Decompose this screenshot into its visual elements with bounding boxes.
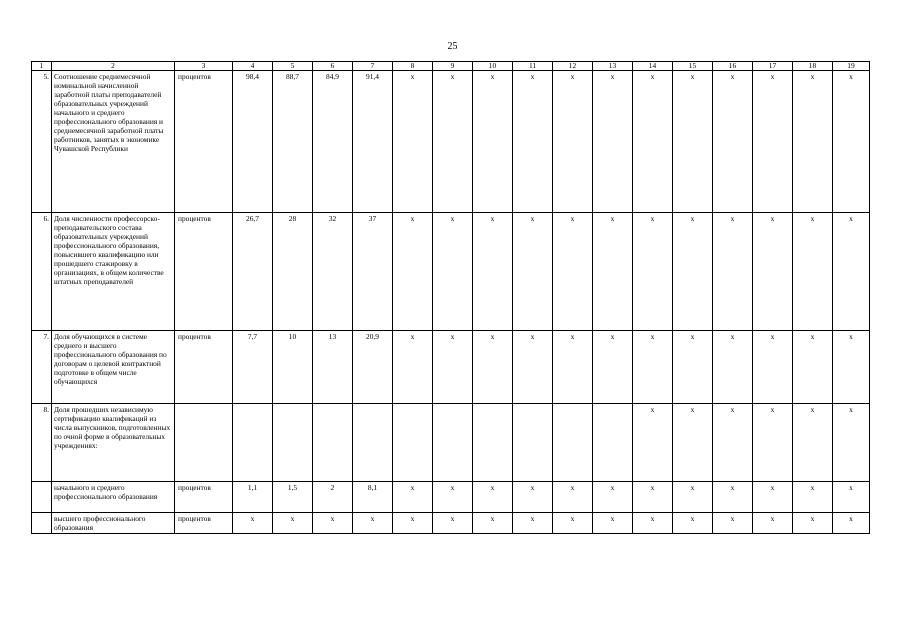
- value-cell: x: [433, 71, 473, 213]
- value-cell: x: [393, 213, 433, 331]
- indicator-name: высшего профессионального образования: [52, 513, 175, 534]
- value-cell: x: [593, 482, 633, 513]
- value-cell: 1,5: [273, 482, 313, 513]
- value-cell: x: [593, 331, 633, 404]
- indicator-name: начального и среднего профессионального образования: [52, 482, 175, 513]
- value-cell: x: [393, 71, 433, 213]
- value-cell: x: [633, 482, 673, 513]
- unit-of-measure: процентов: [175, 331, 233, 404]
- value-cell: x: [593, 513, 633, 534]
- unit-of-measure: процентов: [175, 513, 233, 534]
- value-cell: x: [513, 513, 553, 534]
- value-cell: x: [753, 331, 793, 404]
- value-cell: x: [753, 71, 793, 213]
- value-cell: x: [553, 71, 593, 213]
- indicators-table: [31, 61, 870, 534]
- value-cell: [233, 404, 273, 482]
- column-number-cell: 2: [52, 62, 175, 71]
- column-number-cell: 14: [633, 62, 673, 71]
- value-cell: x: [233, 513, 273, 534]
- value-cell: x: [673, 404, 713, 482]
- indicator-name: Доля численности профессорско-преподавательского состава образовательных учреждений профессионального образования, повысившего квалификацию или прошедшего стажировку в организациях, в общем количестве штатных преподавателей: [52, 213, 175, 331]
- value-cell: x: [633, 404, 673, 482]
- value-cell: 2: [313, 482, 353, 513]
- value-cell: x: [393, 513, 433, 534]
- value-cell: x: [473, 71, 513, 213]
- value-cell: x: [433, 331, 473, 404]
- value-cell: 91,4: [353, 71, 393, 213]
- value-cell: x: [793, 331, 833, 404]
- value-cell: x: [833, 213, 870, 331]
- indicator-name: Доля прошедших независимую сертификацию квалификаций из числа выпускников, подготовленных по очной форме в образовательных учреждениях:: [52, 404, 175, 482]
- table-row: [32, 482, 870, 513]
- value-cell: x: [433, 213, 473, 331]
- row-number: 6.: [32, 213, 52, 331]
- row-number: 5.: [32, 71, 52, 213]
- value-cell: [273, 404, 313, 482]
- value-cell: x: [273, 513, 313, 534]
- column-number-cell: 4: [233, 62, 273, 71]
- value-cell: x: [553, 482, 593, 513]
- value-cell: x: [793, 513, 833, 534]
- value-cell: x: [673, 71, 713, 213]
- column-number-cell: 19: [833, 62, 870, 71]
- value-cell: x: [713, 404, 753, 482]
- value-cell: 32: [313, 213, 353, 331]
- value-cell: x: [393, 331, 433, 404]
- value-cell: x: [753, 404, 793, 482]
- value-cell: x: [433, 513, 473, 534]
- value-cell: x: [673, 331, 713, 404]
- table-row: [32, 331, 870, 404]
- unit-of-measure: процентов: [175, 213, 233, 331]
- column-number-cell: 18: [793, 62, 833, 71]
- value-cell: [313, 404, 353, 482]
- value-cell: x: [753, 482, 793, 513]
- value-cell: x: [553, 513, 593, 534]
- value-cell: x: [593, 71, 633, 213]
- row-number: 7.: [32, 331, 52, 404]
- column-number-cell: 15: [673, 62, 713, 71]
- indicator-name: Соотношение среднемесячной номинальной начисленной заработной платы преподавателей образовательных учреждений начального и среднего профессионального образования и среднемесячной заработной платы работников, занятых в экономике Чувашской Республики: [52, 71, 175, 213]
- value-cell: x: [513, 71, 553, 213]
- value-cell: [473, 404, 513, 482]
- value-cell: [593, 404, 633, 482]
- page-number: 25: [447, 41, 458, 52]
- column-number-cell: 1: [32, 62, 52, 71]
- value-cell: 8,1: [353, 482, 393, 513]
- value-cell: x: [713, 331, 753, 404]
- column-number-cell: 11: [513, 62, 553, 71]
- value-cell: x: [713, 482, 753, 513]
- value-cell: x: [553, 213, 593, 331]
- value-cell: x: [473, 482, 513, 513]
- column-number-cell: 9: [433, 62, 473, 71]
- unit-of-measure: [175, 404, 233, 482]
- value-cell: x: [633, 331, 673, 404]
- value-cell: x: [633, 213, 673, 331]
- table-row: [32, 213, 870, 331]
- value-cell: x: [793, 213, 833, 331]
- value-cell: x: [753, 213, 793, 331]
- column-number-cell: 10: [473, 62, 513, 71]
- value-cell: x: [393, 482, 433, 513]
- value-cell: x: [713, 71, 753, 213]
- column-number-cell: 8: [393, 62, 433, 71]
- value-cell: x: [593, 213, 633, 331]
- value-cell: [553, 404, 593, 482]
- column-number-row: [32, 62, 870, 71]
- value-cell: [513, 404, 553, 482]
- column-number-cell: 12: [553, 62, 593, 71]
- value-cell: x: [633, 71, 673, 213]
- column-number-cell: 5: [273, 62, 313, 71]
- value-cell: x: [513, 213, 553, 331]
- value-cell: 7,7: [233, 331, 273, 404]
- value-cell: x: [633, 513, 673, 534]
- value-cell: 98,4: [233, 71, 273, 213]
- column-number-cell: 6: [313, 62, 353, 71]
- column-number-cell: 13: [593, 62, 633, 71]
- value-cell: x: [793, 71, 833, 213]
- value-cell: 1,1: [233, 482, 273, 513]
- value-cell: x: [793, 404, 833, 482]
- value-cell: 88,7: [273, 71, 313, 213]
- value-cell: [393, 404, 433, 482]
- row-number: [32, 513, 52, 534]
- value-cell: x: [473, 331, 513, 404]
- value-cell: x: [513, 482, 553, 513]
- table-row: [32, 404, 870, 482]
- value-cell: x: [753, 513, 793, 534]
- value-cell: x: [833, 404, 870, 482]
- unit-of-measure: процентов: [175, 71, 233, 213]
- value-cell: x: [433, 482, 473, 513]
- table-row: [32, 513, 870, 534]
- value-cell: x: [833, 71, 870, 213]
- column-number-cell: 7: [353, 62, 393, 71]
- value-cell: x: [673, 513, 713, 534]
- value-cell: x: [833, 513, 870, 534]
- value-cell: 20,9: [353, 331, 393, 404]
- table-row: [32, 71, 870, 213]
- value-cell: x: [673, 213, 713, 331]
- value-cell: x: [713, 513, 753, 534]
- value-cell: x: [473, 513, 513, 534]
- column-number-cell: 3: [175, 62, 233, 71]
- row-number: [32, 482, 52, 513]
- unit-of-measure: процентов: [175, 482, 233, 513]
- value-cell: x: [313, 513, 353, 534]
- value-cell: 13: [313, 331, 353, 404]
- value-cell: 84,9: [313, 71, 353, 213]
- value-cell: x: [513, 331, 553, 404]
- value-cell: x: [473, 213, 513, 331]
- value-cell: 28: [273, 213, 313, 331]
- indicator-name: Доля обучающихся в системе среднего и высшего профессионального образования по договорам о целевой контрактной подготовке в общем числе обучающихся: [52, 331, 175, 404]
- value-cell: x: [833, 482, 870, 513]
- row-number: 8.: [32, 404, 52, 482]
- value-cell: [433, 404, 473, 482]
- value-cell: 26,7: [233, 213, 273, 331]
- value-cell: x: [673, 482, 713, 513]
- column-number-cell: 16: [713, 62, 753, 71]
- value-cell: x: [833, 331, 870, 404]
- column-number-cell: 17: [753, 62, 793, 71]
- value-cell: x: [793, 482, 833, 513]
- value-cell: [353, 404, 393, 482]
- value-cell: x: [553, 331, 593, 404]
- value-cell: 37: [353, 213, 393, 331]
- value-cell: x: [353, 513, 393, 534]
- value-cell: 10: [273, 331, 313, 404]
- value-cell: x: [713, 213, 753, 331]
